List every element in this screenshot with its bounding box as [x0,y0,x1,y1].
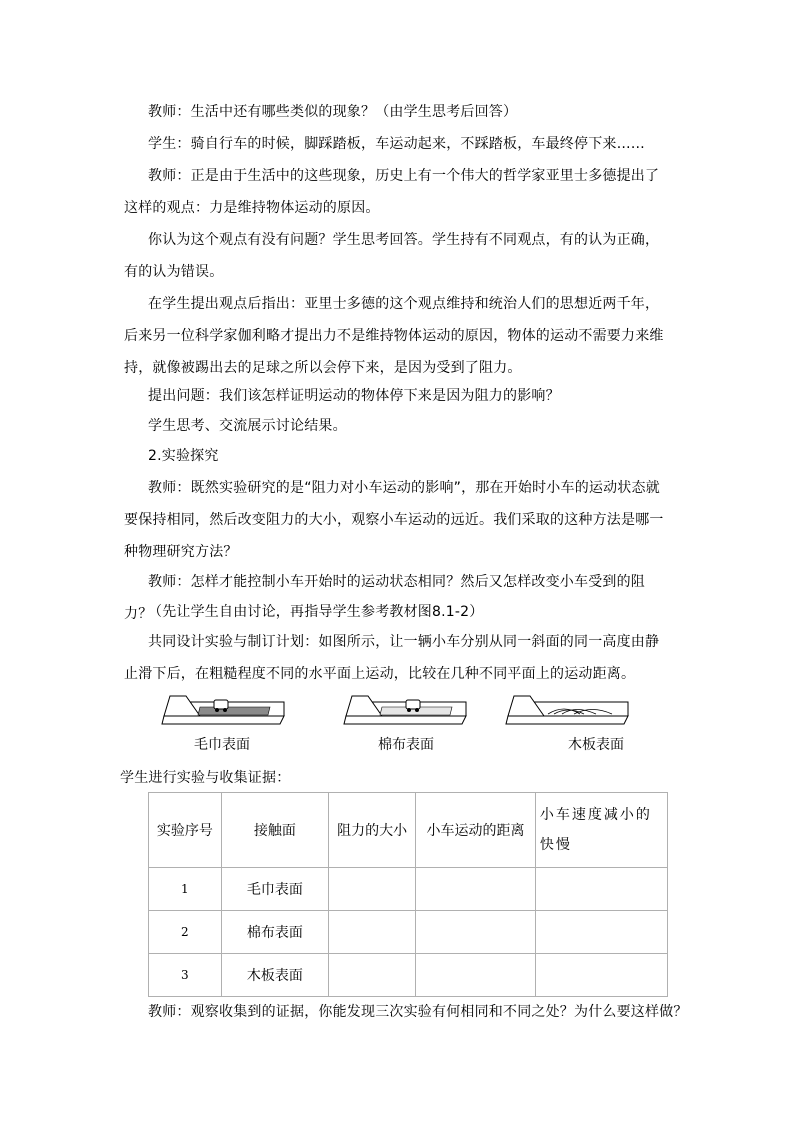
header-speed-decrease: 小车速度减小的快慢 [535,793,667,868]
header-surface: 接触面 [221,793,328,868]
experiment-table [148,792,668,997]
table-row [149,868,668,911]
paragraph-1: 教师：生活中还有哪些类似的现象？（由学生思考后回答） [148,104,518,120]
paragraph-10: （先让学生自由讨论，再指导学生参考教材图8.1-2） [148,604,484,620]
cell-speed [535,868,667,911]
wood-surface-illustration [504,690,632,728]
cell-surface: 棉布表面 [221,911,328,954]
table-row [149,911,668,954]
cell-serial: 3 [149,954,222,997]
caption-towel: 毛巾表面 [194,737,250,753]
cell-distance [416,911,536,954]
cell-surface: 木板表面 [221,954,328,997]
caption-wood: 木板表面 [568,737,624,753]
paragraph-5: 在学生提出观点后指出：亚里士多德的这个观点维持和统治人们的思想近两千年，后来另一位科学家伽利略才提出力不是维持物体运动的原因，物体的运动不需要力来维持，就像被踢出去的足球之所以会停下来，是因为受到了阻力。 [124,296,664,376]
cell-resistance [329,954,416,997]
cotton-surface-illustration [342,690,470,728]
experiment-figures [160,690,660,760]
paragraph-2: 学生：骑自行车的时候，脚踩踏板，车运动起来，不踩踏板，车最终停下来…… [148,136,645,152]
paragraph-9: 教师：怎样才能控制小车开始时的运动状态相同？然后又怎样改变小车受到的阻力？ [124,574,645,622]
table-row [149,954,668,997]
table-header-row [149,793,668,868]
section-heading: 2.实验探究 [148,448,219,464]
cell-resistance [329,911,416,954]
paragraph-11: 共同设计实验与制订计划：如图所示，让一辆小车分别从同一斜面的同一高度由静止滑下后，在粗糙程度不同的水平面上运动，比较在几种不同平面上的运动距离。 [124,634,660,682]
header-resistance: 阻力的大小 [329,793,416,868]
cell-serial: 1 [149,868,222,911]
cell-surface: 毛巾表面 [221,868,328,911]
closing-question: 教师：观察收集到的证据，你能发现三次实验有何相同和不同之处？为什么要这样做？ [148,1004,688,1020]
paragraph-7: 学生思考、交流展示讨论结果。 [148,418,347,434]
cell-speed [535,954,667,997]
collect-evidence-label: 学生进行实验与收集证据： [120,770,291,786]
caption-cotton: 棉布表面 [378,737,434,753]
cell-resistance [329,868,416,911]
paragraph-4: 你认为这个观点有没有问题？学生思考回答。学生持有不同观点，有的认为正确，有的认为错误。 [124,232,660,280]
cell-distance [416,868,536,911]
header-distance: 小车运动的距离 [416,793,536,868]
towel-surface-illustration [160,690,288,728]
paragraph-3: 教师：正是由于生活中的这些现象，历史上有一个伟大的哲学家亚里士多德提出了这样的观点：力是维持物体运动的原因。 [124,168,660,216]
cell-speed [535,911,667,954]
header-serial: 实验序号 [149,793,222,868]
cell-serial: 2 [149,911,222,954]
cell-distance [416,954,536,997]
paragraph-8: 教师：既然实验研究的是“阻力对小车运动的影响”，那在开始时小车的运动状态就要保持相同，然后改变阻力的大小，观察小车运动的远近。我们采取的这种方法是哪一种物理研究方法？ [124,480,664,560]
paragraph-6: 提出问题：我们该怎样证明运动的物体停下来是因为阻力的影响？ [148,388,560,404]
